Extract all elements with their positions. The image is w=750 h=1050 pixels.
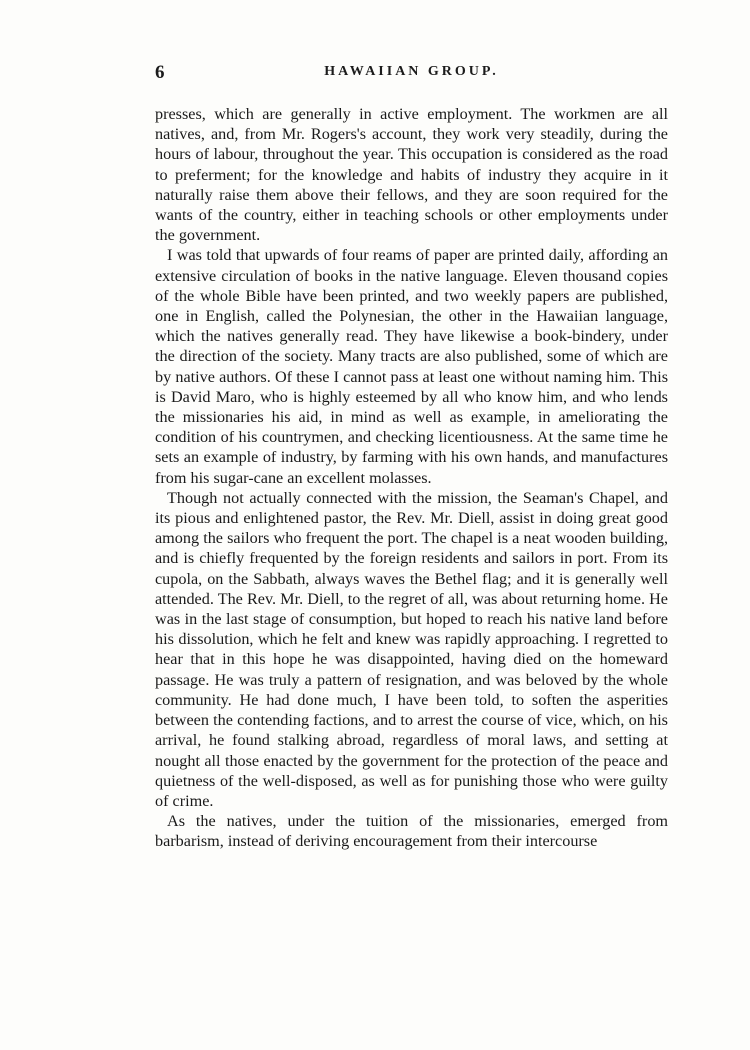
paragraph-seamans-chapel: Though not actually connected with the mission, the Seaman's Chapel, and its pious and enlightened pastor, the Rev. Mr. Diell, assist in doing great good among the sailors who frequent the port. The chapel is a neat wooden building, and is chiefly frequented by the foreign residents and sailors in port. From its cupola, on the Sabbath, always waves the Bethel flag; and it is generally well attended. The Rev. Mr. Diell, to the regret of all, was about returning home. He was in the last stage of consumption, but hoped to reach his native land before his dissolution, which he felt and knew was rapidly approaching. I regretted to hear that in this hope he was disappointed, having died on the homeward passage. He was truly a pattern of resignation, and was beloved by the whole community. He had done much, I have been told, to soften the asperities between the contending factions, and to arrest the course of vice, which, on his arrival, he found stalking abroad, regardless of moral laws, and setting at nought all those enacted by the government for the protection of the peace and quietness of the well-disposed, as well as for punishing those who were guilty of crime.	[155, 488, 668, 810]
body-text	[155, 104, 668, 852]
paragraph-natives: As the natives, under the tuition of the missionaries, emerged from barbarism, instead of deriving encouragement from their intercourse	[155, 812, 668, 851]
paragraph-printing: I was told that upwards of four reams of paper are printed daily, affording an extensive circulation of books in the native language. Eleven thousand copies of the whole Bible have been printed, and two weekly papers are published, one in English, called the Polynesian, the other in the Hawaiian language, which the natives generally read. They have likewise a book-bindery, under the direction of the society. Many tracts are also published, some of which are by native authors. Of these I cannot pass at least one without naming him. This is David Maro, who is highly esteemed by all who know him, and who lends the missionaries his aid, in mind as well as example, in ameliorating the condition of his countrymen, and checking licentiousness. At the same time he sets an example of industry, by farming with his own hands, and manufactures from his sugar-cane an excellent molasses.	[155, 246, 668, 487]
running-head	[155, 60, 668, 88]
page-number: 6	[155, 62, 165, 83]
running-title: HAWAIIAN GROUP.	[324, 64, 499, 79]
paragraph-continued: presses, which are generally in active employment. The workmen are all natives, and, from Mr. Rogers's account, they work very steadily, during the hours of labour, throughout the year. This occupation is considered as the road to preferment; for the knowledge and habits of industry they acquire in it naturally raise them above their fellows, and they are soon required for the wants of the country, either in teaching schools or other employments under the government.	[155, 105, 668, 245]
